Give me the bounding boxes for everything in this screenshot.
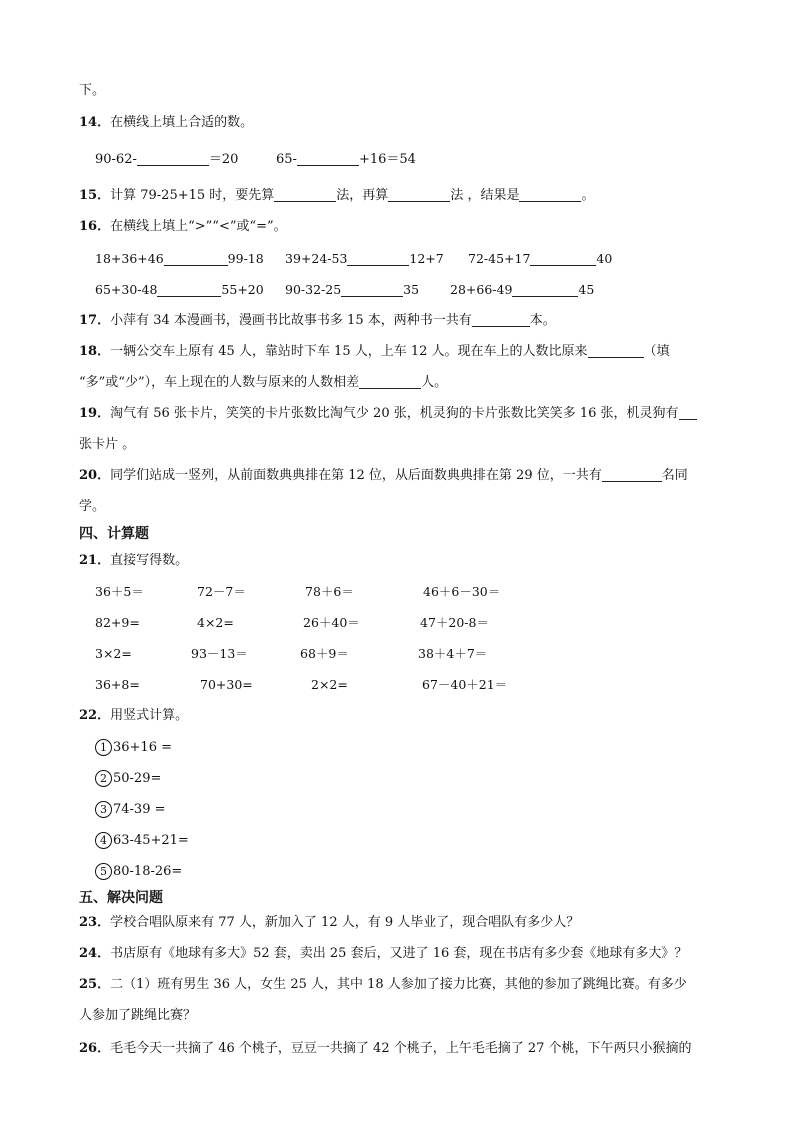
circled-number: 4 xyxy=(95,832,112,849)
calc-item: 36＋5＝ xyxy=(95,584,144,599)
question-text: （填 xyxy=(643,344,670,359)
vertical-calc-item: 2 50-29= xyxy=(95,770,161,788)
calc-item: 46＋6－30＝ xyxy=(423,584,501,599)
question-text: 二（1）班有男生 36 人，女生 25 人，其中 18 人参加了接力比赛，其他的参加了跳绳比赛。有多少 xyxy=(110,977,687,992)
calc-item: 26＋40＝ xyxy=(303,615,360,630)
calc-item: 3×2= xyxy=(95,646,132,661)
q14-equation-1 xyxy=(95,151,238,169)
vertical-calc-item: 5 80-18-26= xyxy=(95,863,182,881)
answer-blank[interactable] xyxy=(512,282,578,297)
question-text: 同学们站成一竖列，从前面数典典排在第 12 位，从后面数典典排在第 29 位，一共有 xyxy=(110,468,602,483)
answer-blank[interactable] xyxy=(164,251,228,266)
calc-item: 2×2= xyxy=(311,677,348,692)
answer-blank[interactable] xyxy=(347,251,409,266)
calc-item: 67－40＋21＝ xyxy=(422,677,508,692)
question-text: 毛毛今天一共摘了 46 个桃子，豆豆一共摘了 42 个桃子，上午毛毛摘了 27 个桃，下午两只小猴摘的 xyxy=(110,1041,692,1056)
question-18-cont xyxy=(79,374,447,392)
circled-number: 2 xyxy=(95,770,112,787)
question-25: 25．二（1）班有男生 36 人，女生 25 人，其中 18 人参加了接力比赛，其他的参加了跳绳比赛。有多少 xyxy=(79,977,687,992)
vertical-calc-item: 1 36+16 = xyxy=(95,739,172,757)
q14-equation-2 xyxy=(276,151,416,169)
answer-blank[interactable] xyxy=(602,467,662,482)
equation-part: 65- xyxy=(276,152,297,167)
question-number: 19 xyxy=(79,406,98,421)
compare-item: 65+30-48 55+20 xyxy=(95,282,264,297)
question-14: 14．在横线上填上合适的数。 xyxy=(79,115,254,130)
question-text: 小萍有 34 本漫画书，漫画书比故事书多 15 本，两种书一共有 xyxy=(110,313,472,328)
answer-blank[interactable] xyxy=(519,187,581,202)
question-24: 24．书店原有《地球有多大》52 套，卖出 25 套后，又进了 16 套，现在书店有多少套《地球有多大》？ xyxy=(79,946,688,961)
answer-blank[interactable] xyxy=(472,312,530,327)
question-text: 法，再算 xyxy=(336,188,389,203)
question-number: 18 xyxy=(79,344,98,359)
question-number: 17 xyxy=(79,313,98,328)
answer-blank[interactable] xyxy=(530,251,596,266)
question-18: 18．一辆公交车上原有 45 人，靠站时下车 15 人，上车 12 人。现在车上的人数比原来 （填 xyxy=(79,344,670,359)
answer-blank[interactable] xyxy=(137,151,209,166)
question-text: “多”或“少”），车上现在的人数与原来的人数相差 xyxy=(79,375,360,390)
question-number: 20 xyxy=(79,468,98,483)
question-number: 26 xyxy=(79,1041,98,1056)
equation-part: 90-62- xyxy=(95,152,137,167)
answer-blank[interactable] xyxy=(388,187,450,202)
question-text: 人。 xyxy=(421,375,448,390)
question-19: 19．淘气有 56 张卡片，笑笑的卡片张数比淘气少 20 张，机灵狗的卡片张数比笑笑多 16 张，机灵狗有 xyxy=(79,405,697,423)
compare-item: 39+24-53 12+7 xyxy=(285,251,444,266)
question-text: 书店原有《地球有多大》52 套，卖出 25 套后，又进了 16 套，现在书店有多少套《地球有多大》？ xyxy=(110,946,688,961)
section-heading: 四、计算题 xyxy=(79,526,149,542)
calc-item: 82+9= xyxy=(95,615,140,630)
question-text: 淘气有 56 张卡片，笑笑的卡片张数比淘气少 20 张，机灵狗的卡片张数比笑笑多 16 张，机灵狗有 xyxy=(110,406,679,421)
continued-text: 下。 xyxy=(79,83,106,98)
question-26: 26．毛毛今天一共摘了 46 个桃子，豆豆一共摘了 42 个桃子，上午毛毛摘了 27 个桃，下午两只小猴摘的 xyxy=(79,1041,692,1056)
answer-blank[interactable] xyxy=(359,374,421,389)
question-number: 24 xyxy=(79,946,98,961)
question-number: 15 xyxy=(79,188,98,203)
question-21: 21．直接写得数。 xyxy=(79,553,189,568)
calc-item: 68＋9＝ xyxy=(300,646,349,661)
vertical-calc-item: 3 74-39 = xyxy=(95,801,166,819)
question-20-cont: 学。 xyxy=(79,499,106,514)
circled-number: 3 xyxy=(95,801,112,818)
compare-item: 90-32-25 35 xyxy=(285,282,420,297)
compare-item: 28+66-49 45 xyxy=(450,282,595,297)
question-text: 。 xyxy=(581,188,595,203)
calc-item: 47＋20-8＝ xyxy=(420,615,489,630)
question-25-cont: 人参加了跳绳比赛？ xyxy=(79,1008,197,1023)
question-text: 在横线上填上“>”“<”或“=”。 xyxy=(110,219,287,234)
question-number: 16 xyxy=(79,219,98,234)
circled-number: 1 xyxy=(95,739,112,756)
calc-item: 78＋6＝ xyxy=(305,584,354,599)
question-number: 14 xyxy=(79,115,98,130)
question-15: 15．计算 79-25+15 时，要先算 法，再算 法 ，结果是 。 xyxy=(79,188,595,203)
question-text: 学校合唱队原来有 77 人，新加入了 12 人，有 9 人毕业了，现合唱队有多少人？ xyxy=(110,915,580,930)
question-text: 在横线上填上合适的数。 xyxy=(110,115,254,130)
question-19-cont: 张卡片 。 xyxy=(79,437,136,452)
circled-number: 5 xyxy=(95,863,112,880)
compare-item: 18+36+46 99-18 xyxy=(95,251,264,266)
question-text: 直接写得数。 xyxy=(110,553,189,568)
question-text: 法 ，结果是 xyxy=(450,188,520,203)
question-16: 16．在横线上填上“>”“<”或“=”。 xyxy=(79,219,287,234)
calc-item: 36+8= xyxy=(95,677,140,692)
equation-part: +16＝54 xyxy=(358,152,416,167)
question-17: 17．小萍有 34 本漫画书，漫画书比故事书多 15 本，两种书一共有 本。 xyxy=(79,313,556,328)
question-text: 用竖式计算。 xyxy=(110,708,189,723)
question-20: 20．同学们站成一竖列，从前面数典典排在第 12 位，从后面数典典排在第 29 位，一共有 名同 xyxy=(79,468,688,483)
question-text: 名同 xyxy=(661,468,688,483)
question-22: 22．用竖式计算。 xyxy=(79,708,189,723)
question-number: 21 xyxy=(79,553,98,568)
calc-item: 70+30= xyxy=(200,677,253,692)
question-text: 一辆公交车上原有 45 人，靠站时下车 15 人，上车 12 人。现在车上的人数比原来 xyxy=(110,344,588,359)
question-text: 本。 xyxy=(529,313,556,328)
question-number: 23 xyxy=(79,915,98,930)
answer-blank[interactable] xyxy=(297,151,359,166)
equation-part: ＝20 xyxy=(208,152,239,167)
answer-blank[interactable] xyxy=(157,282,221,297)
answer-blank[interactable] xyxy=(274,187,336,202)
answer-blank[interactable] xyxy=(679,405,697,420)
question-number: 22 xyxy=(79,708,98,723)
section-heading: 五、解决问题 xyxy=(79,890,163,906)
question-23: 23．学校合唱队原来有 77 人，新加入了 12 人，有 9 人毕业了，现合唱队有多少人？ xyxy=(79,915,580,930)
question-number: 25 xyxy=(79,977,98,992)
calc-item: 72－7＝ xyxy=(197,584,246,599)
compare-item: 72-45+17 40 xyxy=(468,251,613,266)
calc-item: 4×2= xyxy=(197,615,234,630)
calc-item: 38＋4＋7＝ xyxy=(418,646,488,661)
answer-blank[interactable] xyxy=(588,343,644,358)
vertical-calc-item: 4 63-45+21= xyxy=(95,832,189,850)
question-text: 计算 79-25+15 时，要先算 xyxy=(110,188,275,203)
calc-item: 93－13＝ xyxy=(191,646,248,661)
answer-blank[interactable] xyxy=(341,282,403,297)
